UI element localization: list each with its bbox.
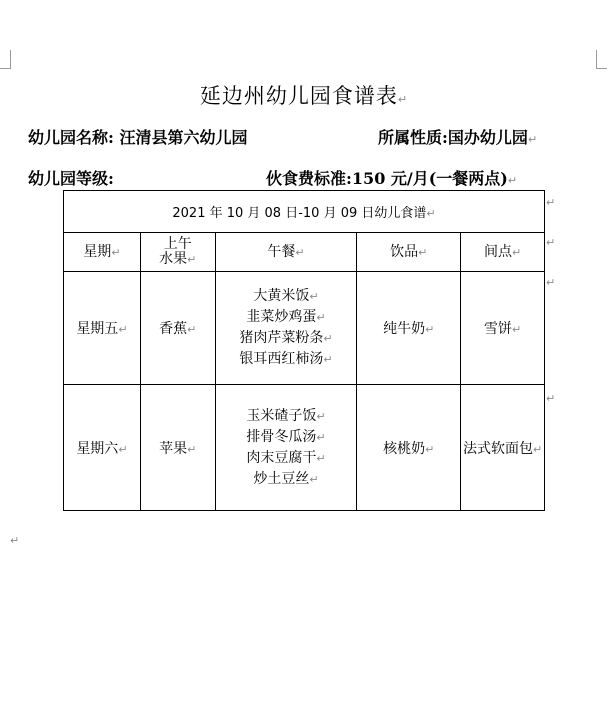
nature-label: 所属性质: [378,128,448,147]
page-corner-mark-right [596,50,607,69]
paragraph-mark-icon: ↵ [323,353,333,366]
page-corner-mark-left [0,50,11,69]
name-value: 汪清县第六幼儿园 [119,128,248,147]
paragraph-mark-icon: ↵ [397,93,409,106]
table-caption-row [64,191,545,233]
paragraph-mark-icon: ↵ [511,245,522,259]
paragraph-mark-icon: ↵ [309,472,319,486]
header-weekday: 星期↵ [64,233,141,272]
snack-cell: 法式软面包↵ [461,385,545,511]
paragraph-mark-icon: ↵ [187,253,197,266]
paragraph-mark-icon: ↵ [425,323,435,336]
nature-line [378,125,537,148]
fee-value: 150 元/月(一餐两点) [351,169,508,188]
header-fruit: 上午 水果↵ [140,233,215,272]
paragraph-mark-icon: ↵ [187,442,197,456]
lunch-cell: 玉米碴子饭↵ 排骨冬瓜汤↵ 肉末豆腐干↵ 炒土豆丝↵ [215,385,357,511]
lunch-cell: 大黄米饭↵ 韭菜炒鸡蛋↵ 猪肉芹菜粉条↵ 银耳西红柿汤↵ [215,272,357,385]
kindergarten-name-line [28,125,248,148]
table-caption: 2021 年 10 月 08 日-10 月 09 日幼儿食谱↵ [64,191,545,233]
table-row [64,272,545,385]
paragraph-mark-icon: ↵ [118,442,128,456]
paragraph-mark-icon: ↵ [10,534,20,547]
paragraph-mark-icon: ↵ [316,409,326,423]
name-label: 幼儿园名称: [28,128,114,147]
drink-cell: 纯牛奶↵ [357,272,461,385]
menu-table [63,190,545,511]
weekday-cell: 星期六↵ [64,385,141,511]
title-text: 延边州幼儿园食谱表 [199,84,398,108]
paragraph-mark-icon: ↵ [323,332,333,345]
nature-value: 国办幼儿园 [447,128,528,147]
row-end-mark-icon: ↵ [546,392,556,405]
paragraph-mark-icon: ↵ [316,311,326,324]
header-snack: 间点↵ [461,233,545,272]
paragraph-mark-icon: ↵ [507,174,518,187]
row-end-mark-icon: ↵ [546,276,556,289]
row-end-mark-icon: ↵ [546,236,556,249]
paragraph-mark-icon: ↵ [111,245,121,259]
paragraph-mark-icon: ↵ [187,323,197,336]
weekday-cell: 星期五↵ [64,272,141,385]
row-end-mark-icon: ↵ [546,196,556,209]
paragraph-mark-icon: ↵ [425,442,435,456]
drink-cell: 核桃奶↵ [357,385,461,511]
paragraph-mark-icon: ↵ [527,133,538,146]
header-drink: 饮品↵ [357,233,461,272]
fee-line [266,166,517,189]
table-header-row [64,233,545,272]
paragraph-mark-icon: ↵ [309,290,319,303]
document-title [0,80,608,110]
paragraph-mark-icon: ↵ [418,245,428,259]
level-line [28,166,114,189]
fee-label: 伙食费标准: [266,169,352,188]
paragraph-mark-icon: ↵ [426,207,436,220]
snack-cell: 雪饼↵ [461,272,545,385]
table-row [64,385,545,511]
fruit-cell: 香蕉↵ [140,272,215,385]
level-label: 幼儿园等级: [28,169,114,188]
paragraph-mark-icon: ↵ [532,442,543,456]
paragraph-mark-icon: ↵ [316,430,326,444]
header-lunch: 午餐↵ [215,233,357,272]
paragraph-mark-icon: ↵ [511,323,522,336]
paragraph-mark-icon: ↵ [118,323,128,336]
paragraph-mark-icon: ↵ [316,451,326,465]
fruit-cell: 苹果↵ [140,385,215,511]
paragraph-mark-icon: ↵ [295,245,305,259]
